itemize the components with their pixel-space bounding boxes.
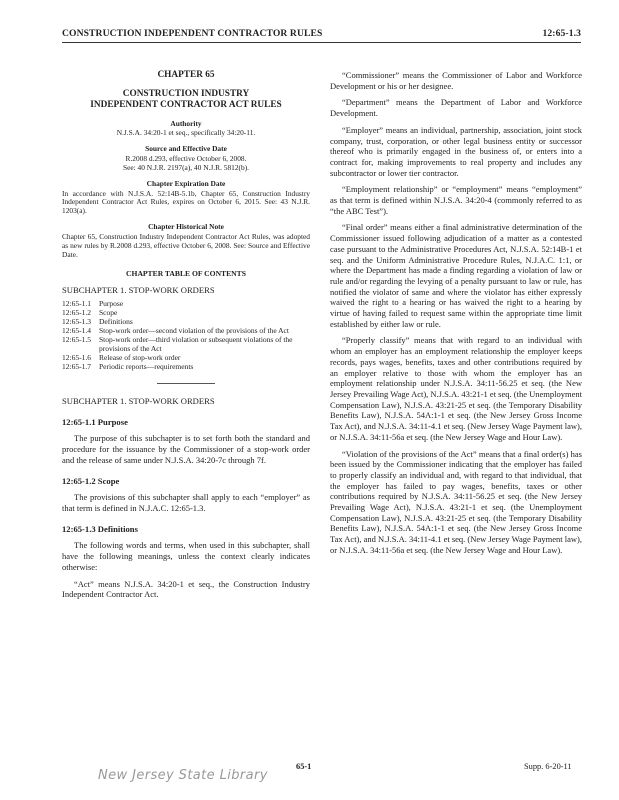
toc-item[interactable]: 12:65-1.3 Definitions: [62, 317, 133, 327]
definition-violation: “Violation of the provisions of the Act” means that a final order(s) has been issued by the Commissioner indicating that the employer has failed to properly classify an individual and, with regard to that individual, that the employer has failed to pay wages, benefits, taxes or other contributions required by N.J.S.A. 34:11-56.25 et seq. (the New Jersey Prevailing Wage Act), N.J.S.A. 43:21-1 et seq. (the Unemployment Compensation Law), N.J.S.A. 43:21-25 et seq. (the Temporary Disability Benefits Law), N.J.S.A. 54A:1-1 et seq. (the New Jersey Gross Income Tax Act), and N.J.S.A. 34:11-4.1 et seq. (New Jersey Wage Payment law), or N.J.S.A. 34:11-56a et seq. (the New Jersey Wage and Hour Law).: [330, 448, 583, 555]
source-heading: Source and Effective Date: [145, 144, 227, 154]
definition-commissioner: “Commissioner” means the Commissioner of Labor and Workforce Development or his or her designee.: [330, 70, 582, 91]
chapter-title-line2: INDEPENDENT CONTRACTOR ACT RULES: [90, 99, 282, 110]
header-title: CONSTRUCTION INDEPENDENT CONTRACTOR RULES: [62, 28, 323, 39]
definition-department: “Department” means the Department of Labor and Workforce Development.: [330, 97, 582, 119]
chapter-number: CHAPTER 65: [157, 70, 215, 80]
expiration-text: In accordance with N.J.S.A. 52:14B-5.1b, Chapter 65, Construction Industry Independent Contractor Act Rules, expires on October 6, 2015. See: 43 N.J.R. 1203(a).: [62, 188, 310, 216]
toc-heading: CHAPTER TABLE OF CONTENTS: [126, 268, 246, 278]
section-1-heading: 12:65-1.1 Purpose: [62, 416, 128, 427]
toc-subchapter: SUBCHAPTER 1. STOP-WORK ORDERS: [62, 285, 215, 296]
definition-properly-classify: “Properly classify” means that with regard to an individual with whom an employer has an employment relationship the employer keeps records, pays wages, benefits, taxes and other contributions required by an employer relative to those with whom the employer has an employment relationship under N.J.S.A. 34:11-56.25 et seq. (the New Jersey Prevailing Wage Act), N.J.S.A. 43:21-1 et seq. (the Unemployment Compensation Law), N.J.S.A. 43:21-25 et seq. (the Temporary Disability Benefits Law), N.J.S.A. 54A:1-1 et seq. (the New Jersey Gross Income Tax Act), and N.J.S.A. 34:11-4.1 et seq. (New Jersey Wage Payment law), or N.J.S.A. 34:11-56a et seq. (the New Jersey Wage and Hour Law).: [330, 335, 583, 442]
library-watermark: New Jersey State Library: [98, 768, 268, 783]
definition-employer: “Employer” means an individual, partnership, association, joint stock company, trust, corporation, or other legal business entity or successor thereof who is primarily engaged in the business of, or enters into a contract for, making improvements to real property and includes any subcontractor or lower tier contractor.: [330, 124, 582, 178]
page-number: 65-1: [296, 762, 312, 771]
history-text: Chapter 65, Construction Industry Independent Contractor Act Rules, was adopted as new rules by R.2008 d.293, effective October 6, 2008. See: Source and Effective Date.: [62, 231, 310, 259]
toc-item[interactable]: 12:65-1.2 Scope: [62, 308, 118, 318]
subchapter-heading: SUBCHAPTER 1. STOP-WORK ORDERS: [62, 396, 215, 407]
header-rule: [62, 42, 581, 43]
toc-item[interactable]: 12:65-1.5 Stop-work order—third violation or subsequent violations of the provisions of the Act: [62, 335, 293, 354]
toc-item[interactable]: 12:65-1.1 Purpose: [62, 299, 124, 309]
toc-item[interactable]: 12:65-1.7 Periodic reports—requirements: [62, 362, 194, 372]
section-1-text: The purpose of this subchapter is to set forth both the standard and procedure for the issuance by the Commissioner of a stop-work order and the release of same under N.J.S.A. 34:20-7c through 7f.: [62, 433, 310, 465]
definition-final-order: “Final order” means either a final administrative determination of the Commissioner issued following adjudication of a matter as a contested case pursuant to the Administrative Procedures Act, N.J.S.A. 52:14B-1 et seq. and the Uniform Administrative Procedure Rules, N.J.A.C. 1:1, or where the Department has made a finding regarding a violation of law or rule and/or regarding the levying of a penalty pursuant to law or rule, has notified the violator of same and where the violator has either expressly waived the right to a hearing or has waived the right to a hearing by virtue of having failed to request same within the appropriate time limit established by either law or rule.: [330, 222, 582, 329]
authority-text: N.J.S.A. 34:20-1 et seq., specifically 34:20-11.: [116, 128, 256, 138]
authority-heading: Authority: [170, 118, 202, 128]
source-line2: See: 40 N.J.R. 2197(a), 40 N.J.R. 5812(b).: [122, 162, 250, 172]
chapter-title-line1: CONSTRUCTION INDUSTRY: [122, 88, 250, 99]
header-section: 12:65-1.3: [542, 28, 581, 39]
history-heading: Chapter Historical Note: [148, 222, 224, 232]
section-divider: [157, 383, 215, 384]
toc-item[interactable]: 12:65-1.4 Stop-work order—second violation of the provisions of the Act: [62, 326, 289, 336]
toc-item[interactable]: 12:65-1.6 Release of stop-work order: [62, 353, 181, 363]
section-2-text: The provisions of this subchapter shall apply to each “employer” as that term is defined in N.J.A.C. 12:65-1.3.: [62, 492, 310, 513]
definition-employment-relationship: “Employment relationship” or “employment” means “employment” as that term is defined within N.J.S.A. 34:20-4 (commonly referred to as “the ABC Test”).: [330, 184, 582, 216]
chapter-title: [62, 89, 310, 111]
left-column: [62, 70, 310, 606]
section-2-heading: 12:65-1.2 Scope: [62, 475, 120, 486]
source-line1: R.2008 d.293, effective October 6, 2008.: [125, 154, 247, 164]
expiration-heading: Chapter Expiration Date: [146, 178, 226, 188]
supplement-date: Supp. 6-20-11: [524, 762, 572, 771]
section-3-text: The following words and terms, when used in this subchapter, shall have the following meanings, unless the context clearly indicates otherwise:: [62, 540, 310, 572]
definition-act: “Act” means N.J.S.A. 34:20-1 et seq., the Construction Industry Independent Contractor Act.: [62, 578, 310, 600]
section-3-heading: 12:65-1.3 Definitions: [62, 523, 138, 534]
toc-list: [62, 299, 310, 371]
right-column: [330, 70, 582, 562]
